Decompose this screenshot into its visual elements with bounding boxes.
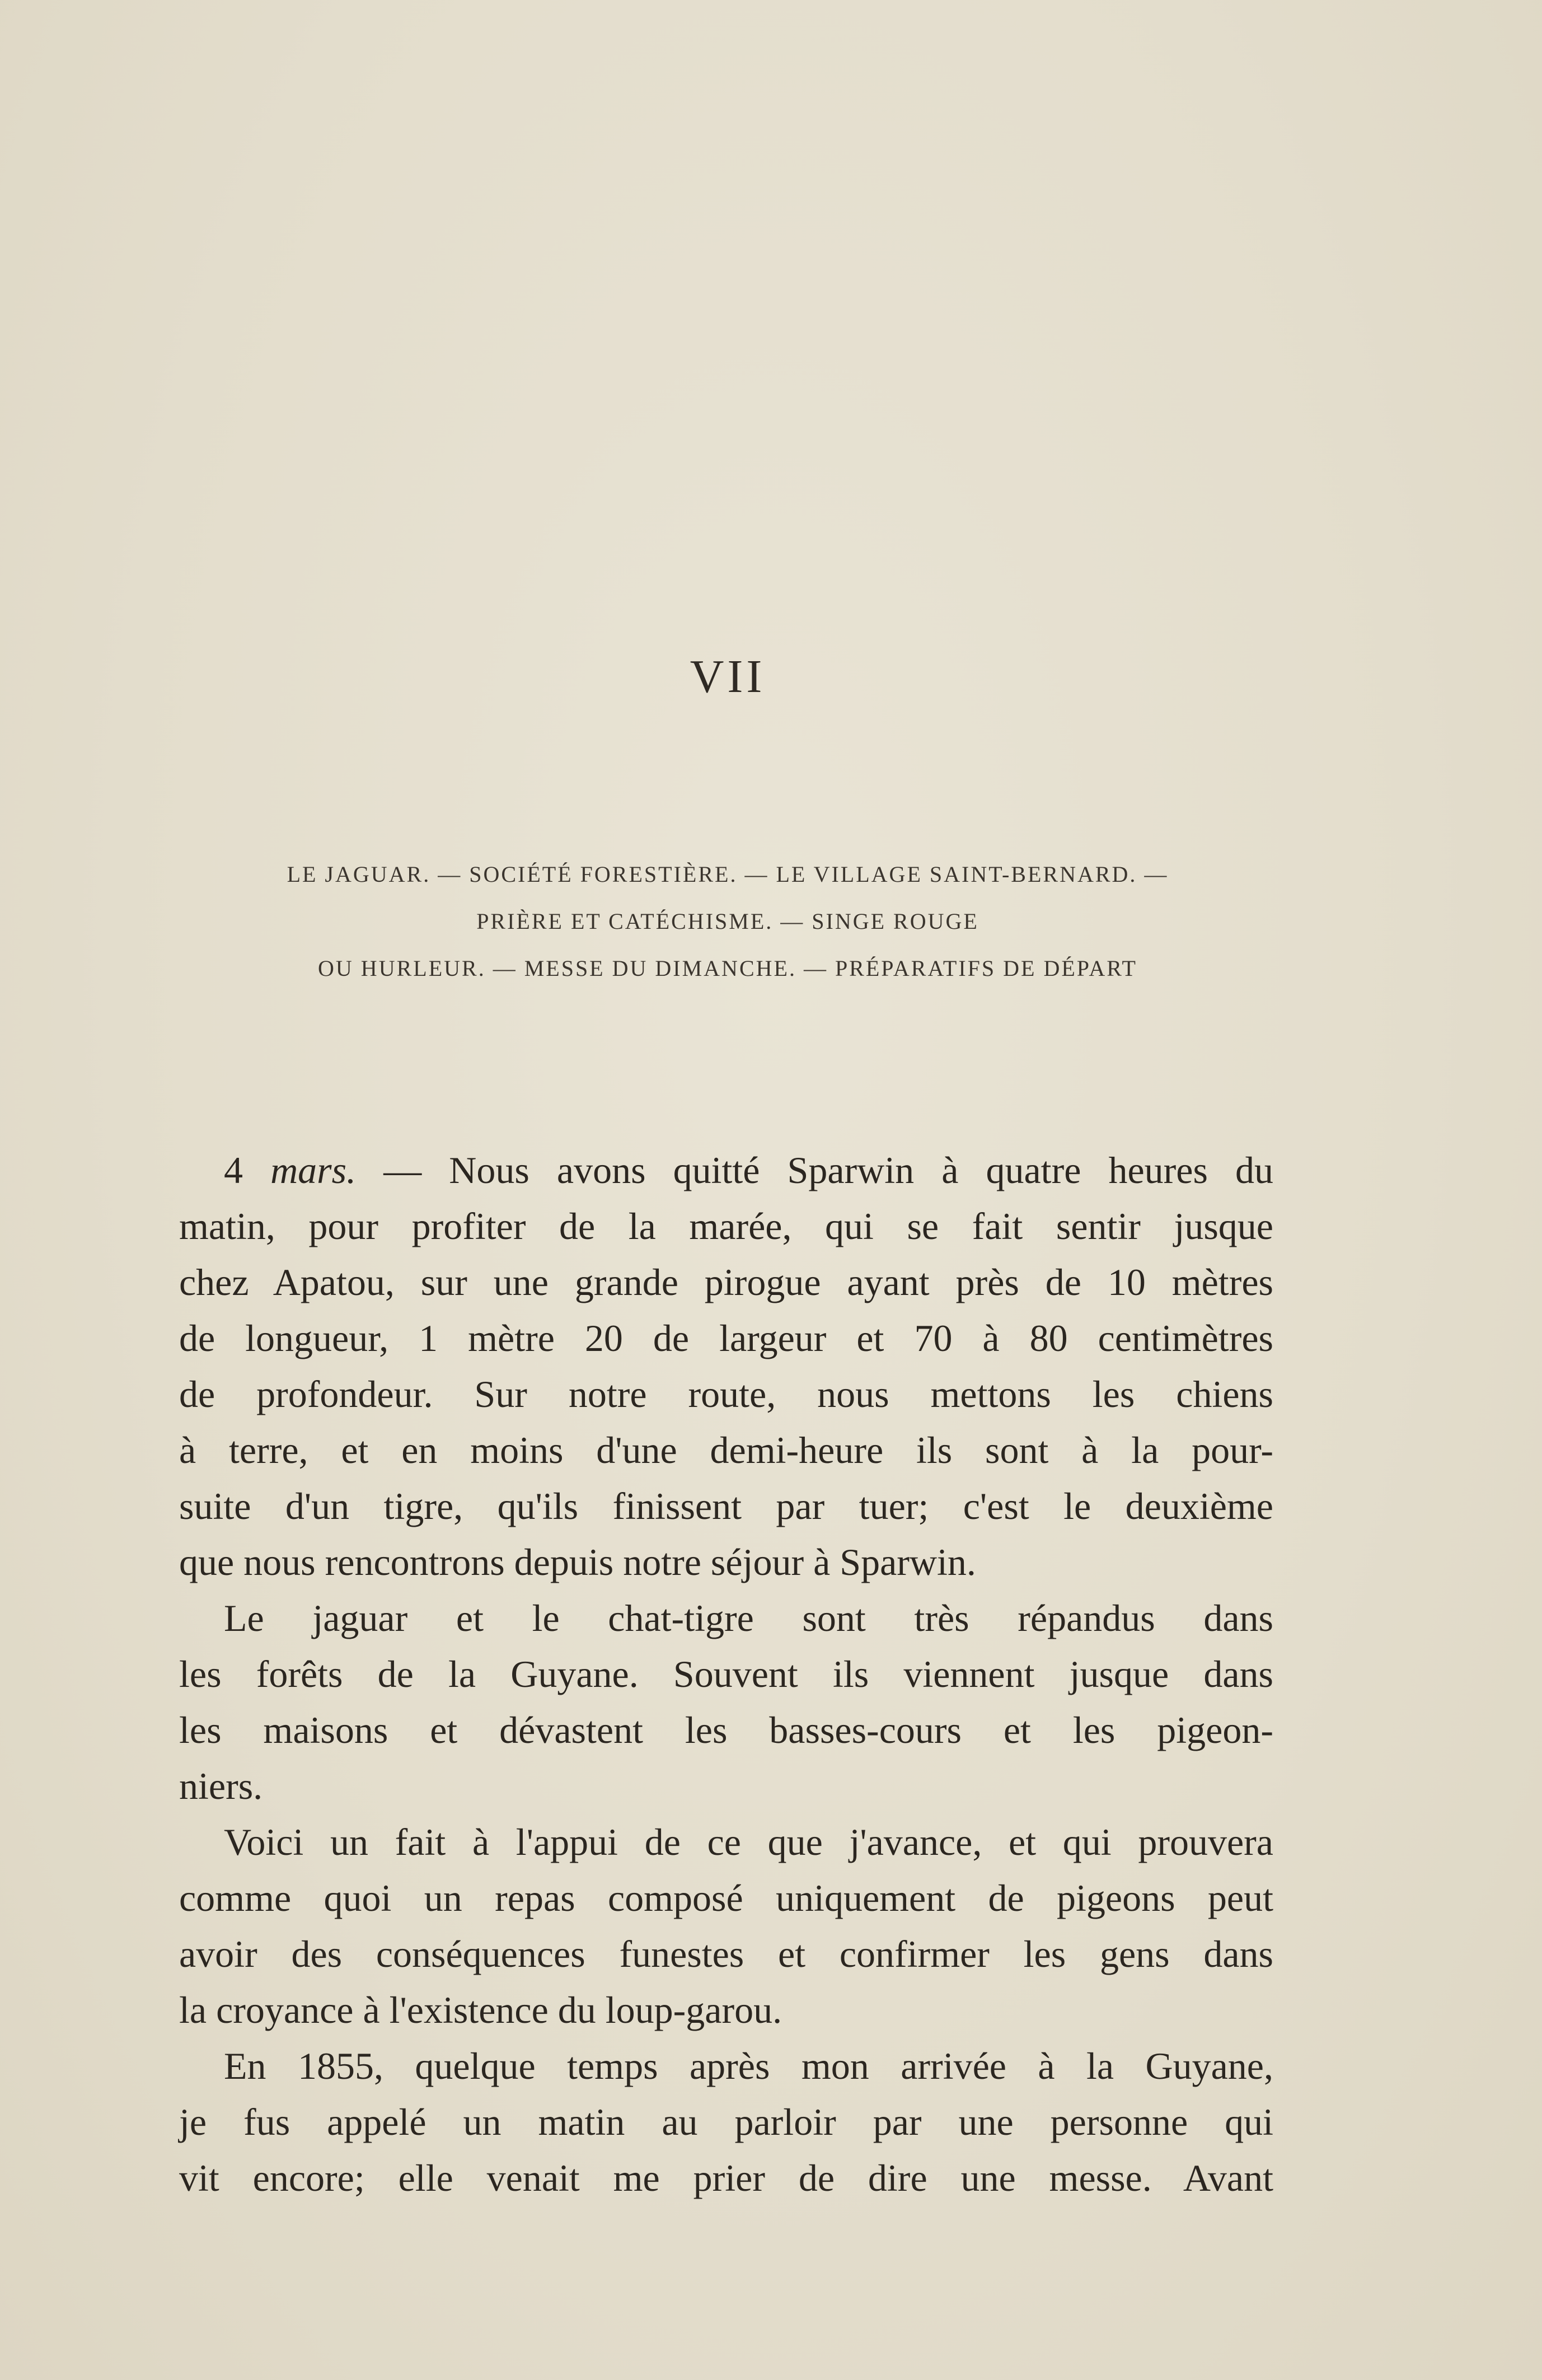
paragraph-line: matin, pour profiter de la marée, qui se fait sentir jusque — [179, 1205, 1273, 1247]
summary-line: LE JAGUAR. — SOCIÉTÉ FORESTIÈRE. — LE VILLAGE SAINT-BERNARD. — — [287, 862, 1169, 887]
paragraph-line: de profondeur. Sur notre route, nous mettons les chiens — [179, 1373, 1273, 1415]
paragraph-line: Le jaguar et le chat-tigre sont très répandus dans — [224, 1597, 1273, 1639]
chapter-summary — [168, 851, 1287, 992]
date-month: mars. — [270, 1149, 357, 1191]
paragraph-line: avoir des conséquences funestes et confirmer les gens dans — [179, 1933, 1273, 1975]
paragraph-line: les forêts de la Guyane. Souvent ils viennent jusque dans — [179, 1653, 1273, 1695]
summary-line: PRIÈRE ET CATÉCHISME. — SINGE ROUGE — [476, 909, 979, 934]
paragraph-line: à terre, et en moins d'une demi-heure ils sont à la pour- — [179, 1429, 1273, 1471]
paragraph-line: comme quoi un repas composé uniquement de pigeons peut — [179, 1877, 1273, 1919]
paragraph-line: la croyance à l'existence du loup-garou. — [179, 1989, 782, 2031]
paragraph-line: de longueur, 1 mètre 20 de largeur et 70 à 80 centimètres — [179, 1317, 1273, 1359]
paragraph-line: les maisons et dévastent les basses-cours et les pigeon- — [179, 1709, 1273, 1751]
paragraph-line: niers. — [179, 1765, 263, 1807]
paragraph-line: chez Apatou, sur une grande pirogue ayant près de 10 mètres — [179, 1261, 1273, 1303]
paragraph-text: — Nous avons quitté Sparwin à quatre heures du — [356, 1149, 1274, 1191]
paragraph-line: suite d'un tigre, qu'ils finissent par tuer; c'est le deuxième — [179, 1485, 1273, 1527]
paragraph-line: que nous rencontrons depuis notre séjour à Sparwin. — [179, 1541, 976, 1583]
body-text — [179, 1142, 1273, 2206]
summary-line: OU HURLEUR. — MESSE DU DIMANCHE. — PRÉPARATIFS DE DÉPART — [318, 956, 1137, 981]
chapter-number: VII — [690, 651, 766, 703]
date-day: 4 — [224, 1149, 243, 1191]
paragraph-line: En 1855, quelque temps après mon arrivée à la Guyane, — [224, 2045, 1273, 2087]
paragraph-line: vit encore; elle venait me prier de dire une messe. Avant — [179, 2157, 1273, 2199]
paragraph-line: Voici un fait à l'appui de ce que j'avance, et qui prouvera — [224, 1821, 1273, 1863]
paragraph-line — [179, 1142, 1273, 1198]
paragraph-line: je fus appelé un matin au parloir par une personne qui — [179, 2101, 1273, 2143]
